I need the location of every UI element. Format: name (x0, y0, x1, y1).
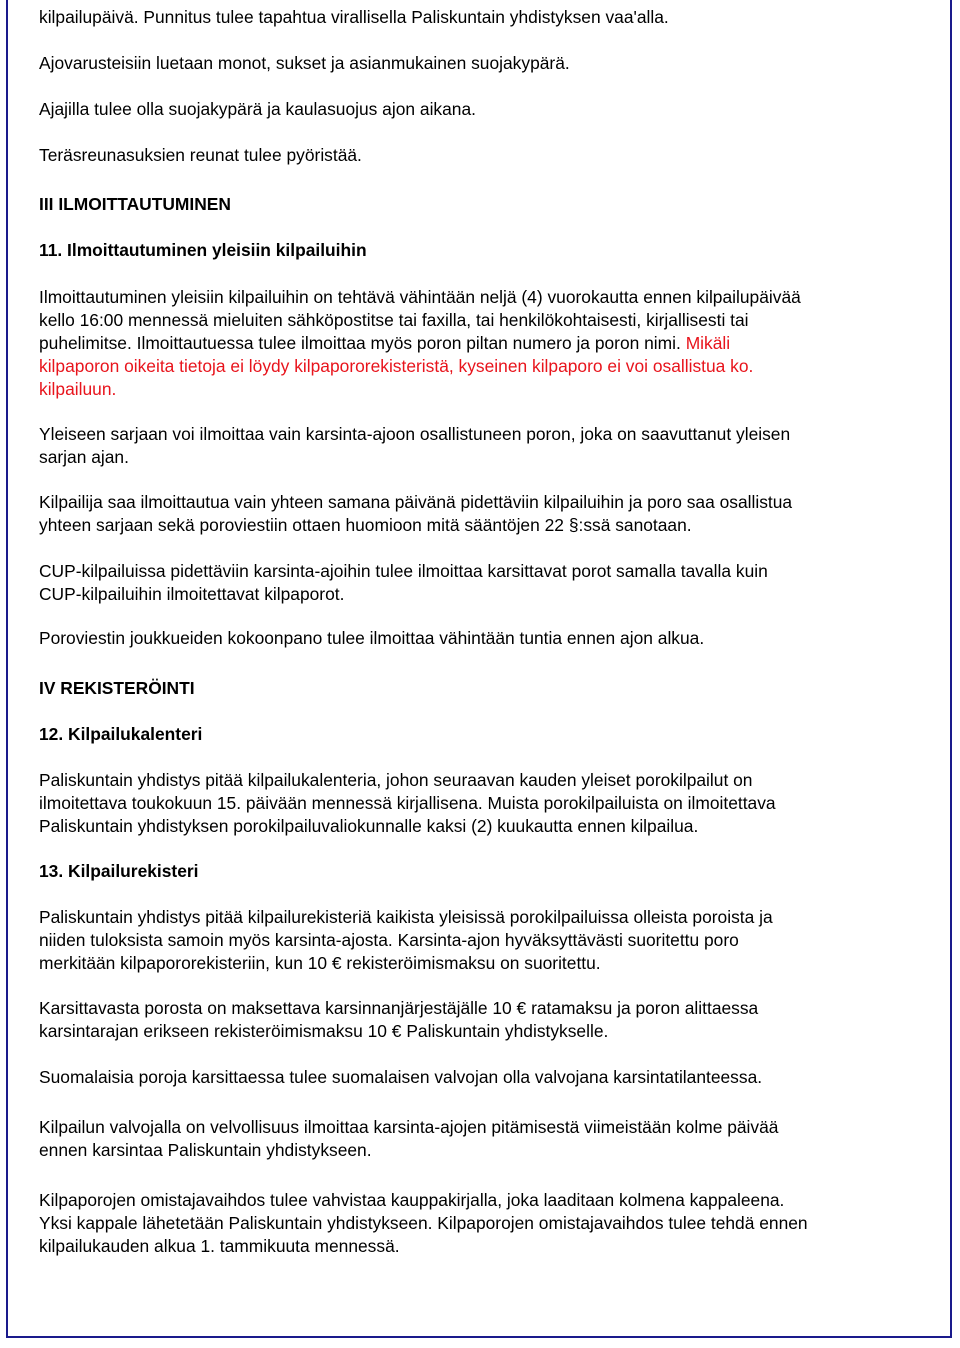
section-sign-icon: § (568, 515, 579, 535)
text-line (39, 1066, 762, 1089)
line-text: Kilpailija saa ilmoittautua vain yhteen samana päivänä pidettäviin kilpailuihin ja poro saa osallistua (39, 492, 793, 512)
line-text: Yleiseen sarjaan voi ilmoittaa vain karsinta-ajoon osallistuneen poron, joka on saavuttanut yleisen (39, 424, 791, 444)
text-line (39, 514, 692, 537)
heading-text: 11. Ilmoittautuminen yleisiin kilpailuihin (39, 240, 367, 260)
line-text: Paliskuntain yhdistys pitää kilpailurekisteriä kaikista yleisissä porokilpailuissa olleista poroista ja (39, 907, 773, 927)
line-text: ratamaksu ja poron alittaessa (531, 998, 759, 1018)
line-text: rekisteröimismaksu on suoritettu. (346, 953, 601, 973)
line-text: Ajajilla tulee olla suojakypärä ja kaulasuojus ajon aikana. (39, 99, 476, 119)
line-text: Ilmoittautuminen yleisiin kilpailuihin on tehtävä vähintään neljä (4) vuorokautta ennen kilpailupäivää (39, 287, 801, 307)
euro-sign-icon: € (391, 1021, 402, 1041)
text-line (39, 1116, 778, 1139)
text-line (39, 997, 758, 1020)
text-line (39, 332, 730, 355)
text-line (39, 1212, 808, 1235)
line-text: Kilpailun valvojalla on velvollisuus ilmoittaa karsinta-ajojen pitämisestä viimeistään kolme päivää (39, 1117, 779, 1137)
text-line (39, 1139, 372, 1162)
text-line (39, 144, 362, 167)
euro-sign-icon: € (331, 953, 342, 973)
line-text: ennen karsintaa Paliskuntain yhdistykseen. (39, 1140, 372, 1160)
line-text: Paliskuntain yhdistys pitää kilpailukalenteria, johon seuraavan kauden yleiset porokilpailut on (39, 770, 753, 790)
text-line (39, 491, 792, 514)
line-text: merkitään kilpapororekisteriin, kun 10 (39, 953, 328, 973)
line-text: karsintarajan erikseen rekisteröimismaksu 10 (39, 1021, 387, 1041)
line-text: CUP-kilpailuihin ilmoitettavat kilpaporot. (39, 584, 345, 604)
line-text: Kilpaporojen omistajavaihdos tulee vahvistaa kauppakirjalla, joka laaditaan kolmena kappaleena. (39, 1190, 785, 1210)
section-heading-4 (39, 677, 195, 700)
text-line (39, 906, 773, 929)
section-heading-3 (39, 193, 231, 216)
text-line (39, 98, 476, 121)
article-heading-13 (39, 860, 199, 883)
text-line (39, 815, 698, 838)
text-line (39, 583, 344, 606)
highlighted-text: kilpailuun. (39, 379, 117, 399)
line-text: Karsittavasta porosta on maksettava karsinnanjärjestäjälle 10 (39, 998, 512, 1018)
line-text: Suomalaisia poroja karsittaessa tulee suomalaisen valvojan olla valvojana karsintatilanteessa. (39, 1067, 763, 1087)
text-line (39, 309, 749, 332)
heading-text: 12. Kilpailukalenteri (39, 724, 203, 744)
line-text: CUP-kilpailuissa pidettäviin karsinta-ajoihin tulee ilmoittaa karsittavat porot samalla tavalla kuin (39, 561, 768, 581)
line-text: kello 16:00 mennessä mieluiten sähköpostitse tai faxilla, tai henkilökohtaisesti, kirjallisesti tai (39, 310, 749, 330)
line-text: niiden tuloksista samoin myös karsinta-ajosta. Karsinta-ajon hyväksyttävästi suoritettu poro (39, 930, 739, 950)
line-text: Ajovarusteisiin luetaan monot, sukset ja asianmukainen suojakypärä. (39, 53, 570, 73)
heading-text: III ILMOITTAUTUMINEN (39, 194, 231, 214)
line-text: puhelimitse. Ilmoittautuessa tulee ilmoittaa myös poron piltan numero ja poron nimi. (39, 333, 681, 353)
line-text: :ssä sanotaan. (578, 515, 692, 535)
text-line (39, 423, 790, 446)
line-text: yhteen sarjaan sekä poroviestiin ottaen huomioon mitä sääntöjen 22 (39, 515, 564, 535)
article-heading-12 (39, 723, 202, 746)
text-line (39, 378, 116, 401)
text-line (39, 1020, 608, 1043)
text-line (39, 952, 601, 975)
text-line (39, 6, 669, 29)
line-text: ilmoitettava toukokuun 15. päivään mennessä kirjallisena. Muista porokilpailuista on ilmoitettava (39, 793, 776, 813)
line-text: sarjan ajan. (39, 447, 129, 467)
text-line (39, 355, 753, 378)
line-text: Yksi kappale lähetetään Paliskuntain yhdistykseen. Kilpaporojen omistajavaihdos tulee tehdä ennen (39, 1213, 808, 1233)
text-line (39, 286, 801, 309)
line-text: Teräsreunasuksien reunat tulee pyöristää. (39, 145, 362, 165)
text-line (39, 1235, 400, 1258)
line-text: kilpailukauden alkua 1. tammikuuta mennessä. (39, 1236, 400, 1256)
heading-text: IV REKISTERÖINTI (39, 678, 195, 698)
text-line (39, 560, 768, 583)
text-line (39, 52, 570, 75)
text-line (39, 1189, 784, 1212)
line-text: kilpailupäivä. Punnitus tulee tapahtua virallisella Paliskuntain yhdistyksen vaa'alla. (39, 7, 669, 27)
euro-sign-icon: € (516, 998, 527, 1018)
text-line (39, 769, 752, 792)
text-line (39, 792, 776, 815)
line-text: Poroviestin joukkueiden kokoonpano tulee ilmoittaa vähintään tuntia ennen ajon alkua. (39, 628, 705, 648)
text-line (39, 627, 704, 650)
line-text: Paliskuntain yhdistykselle. (406, 1021, 609, 1041)
text-line (39, 929, 739, 952)
article-heading-11 (39, 239, 367, 262)
heading-text: 13. Kilpailurekisteri (39, 861, 199, 881)
highlighted-text: Mikäli (685, 333, 731, 353)
line-text: Paliskuntain yhdistyksen porokilpailuvaliokunnalle kaksi (2) kuukautta ennen kilpailua. (39, 816, 699, 836)
text-line (39, 446, 129, 469)
highlighted-text: kilpaporon oikeita tietoja ei löydy kilpapororekisteristä, kyseinen kilpaporo ei voi osallistua ko. (39, 356, 754, 376)
